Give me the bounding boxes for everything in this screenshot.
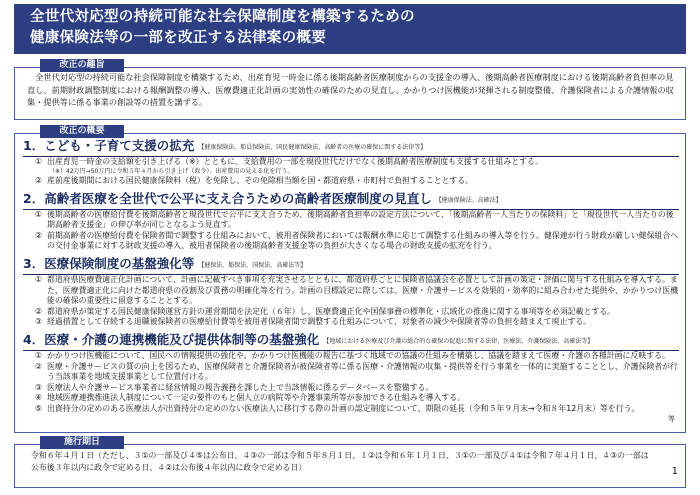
effective-label: 施行期日 — [40, 436, 124, 449]
section-3-item-2: ② 都道府県が策定する国民健康保険運営方針の運営期間を法定化（６年）し、医療費適正化や国保事務の標準化・広域化の推進に関する事項等を必須記載とする。 — [34, 306, 616, 316]
section-1-tag: 【健康保険法、船員保険法、国民健康保険法、高齢者の医療の確保に関する法律等】 — [198, 144, 427, 151]
title-banner — [14, 4, 686, 54]
overview-label: 改正の概要 — [40, 125, 124, 138]
effective-box — [14, 444, 686, 488]
section-3-title: 3．医療保険制度の基盤強化等 — [23, 256, 195, 272]
page-number: 1 — [671, 466, 678, 477]
section-1-item-2: ② 産前産後期間における国民健康保険料（税）を免除し、その免除相当額を国・都道府県・市町村で負担することとする。 — [34, 176, 474, 186]
section-3-item-1: ① 都道府県医療費適正化計画について、計画に記載すべき事項を充実させるとともに、都道府県ごとに保険者協議会を必置として計画の策定・評価に関与する仕組みを導入する。また、医療費適正化に向けた都道府県の役割及び責務の明確化等を行う。計画の目標設定に際しては、医療・介護サービスを効果的・効率的に組み合わせた提供や、かかりつけ医機能の確保の重要性に留意することとする。 — [34, 275, 679, 306]
section-4-item-1: ① かかりつけ医機能について、国民への情報提供の強化や、かかりつけ医機能の報告に基づく地域での協議の仕組みを構築し、協議を踏まえて医療・介護の各種計画に反映する。 — [34, 351, 670, 361]
title-line-2: 健康保険法等の一部を改正する法律案の概要 — [30, 30, 326, 46]
section-2 — [23, 191, 679, 252]
section-2-title: 2．高齢者医療を全世代で公平に支え合うための高齢者医療制度の見直し — [23, 190, 432, 206]
section-1 — [23, 138, 679, 187]
purpose-text: 全世代対応型の持続可能な社会保障制度を構築するため、出産育児一時金に係る後期高齢者医療制度からの支援金の導入、後期高齢者医療制度における後期高齢者負担率の見直し、前期財政調整制度における報酬調整の導入、医療費適正化計画の実効性の確保のための見直し、かかりつけ医機能が発揮される制度整備、介護保険者による介護情報の収集・提供等に係る事業の創設等の措置を講ずる。 — [27, 72, 674, 107]
section-3-item-3: ③ 経過措置として存続する退職被保険者の医療給付費等を被用者保険者間で調整する仕組みについて、対象者の減少や保険者等の負担を踏まえて廃止する。 — [34, 317, 592, 327]
section-2-heading — [23, 191, 679, 209]
purpose-box — [14, 67, 686, 120]
section-2-item-1: ① 後期高齢者の医療給付費を後期高齢者と現役世代で公平に支え合うため、後期高齢者負担率の設定方法について、「後期高齢者一人当たりの保険料」と「現役世代一人当たりの後期高齢者支援金」の伸び率が同じとなるよう見直す。 — [34, 209, 674, 230]
section-3 — [23, 256, 679, 328]
section-2-item-2: ② 前期高齢者の医療給付費を保険者間で調整する仕組みにおいて、被用者保険者においては報酬水準に応じて調整する仕組みの導入等を行う。健保連が行う財政が厳しい健保組合への交付金事業に対する財政支援の導入、被用者保険者の後期高齢者支援金等の負担が大きくなる場合の財政支援の拡充を行う。 — [34, 230, 679, 251]
section-4-trailing: 等 — [668, 414, 675, 423]
section-4-item-3: ③ 医療法人や介護サービス事業者に経営情報の報告義務を課した上で当該情報に係るデータベースを整備する。 — [34, 382, 434, 392]
purpose-label: 改正の趣旨 — [40, 59, 124, 72]
section-4 — [23, 332, 679, 423]
section-4-item-4: ④ 地域医療連携推進法人制度について一定の要件のもと個人立の病院等や介護事業所等が参加できる仕組みを導入する。 — [34, 393, 466, 403]
section-3-tag: 【健保法、船保法、国保法、高確法等】 — [198, 262, 307, 270]
overview-box — [14, 133, 686, 433]
section-2-tag: 【健康保険法、高確法】 — [435, 196, 502, 204]
section-3-heading — [23, 256, 679, 274]
section-4-title: 4．医療・介護の連携機能及び提供体制等の基盤強化 — [23, 332, 320, 348]
section-1-item-1: ① 出産育児一時金の支給額を引き上げる（※）とともに、支給費用の一部を現役世代だけでなく後期高齢者医療制度も支援する仕組みとする。 — [34, 157, 543, 166]
section-4-tag: 【地域における医療及び介護の総合的な確保の促進に関する法律、医療法、介護保険法、高確法等】 — [323, 338, 594, 346]
section-1-heading — [23, 138, 679, 156]
section-4-item-2: ② 医療・介護サービスの質の向上を図るため、医療保険者と介護保険者が被保険者等に係る医療・介護情報の収集・提供等を行う事業を一体的に実施することとし、介護保険者が行う当該事業を地域支援事業として位置付ける。 — [34, 361, 678, 382]
section-1-note: （※）42万円→50万円に令和５年４月から引き上げ（政令）、出産費用の見える化を行う。 — [49, 167, 294, 175]
title-line-1: 全世代対応型の持続可能な社会保障制度を構築するための — [30, 9, 415, 25]
section-4-heading — [23, 332, 679, 350]
section-1-title: 1．こども・子育て支援の拡充 — [23, 138, 195, 153]
effective-text: 令和６年４月１日（ただし、３①の一部及び４⑤は公布日、４③の一部は令和５年８月１日、１②は令和６年１月１日、３①の一部及び４①は令和７年４月１日、４③の一部は公布後３年以内に政令で定める日、４②は公布後４年以内に政令で定める日） — [31, 451, 649, 472]
section-4-item-5: ⑤ 出資持分の定めのある医療法人が出資持分の定めのない医療法人に移行する際の計画の認定制度について、期限の延長（令和５年９月末→令和８年12月末）等を行う。 — [34, 404, 640, 413]
